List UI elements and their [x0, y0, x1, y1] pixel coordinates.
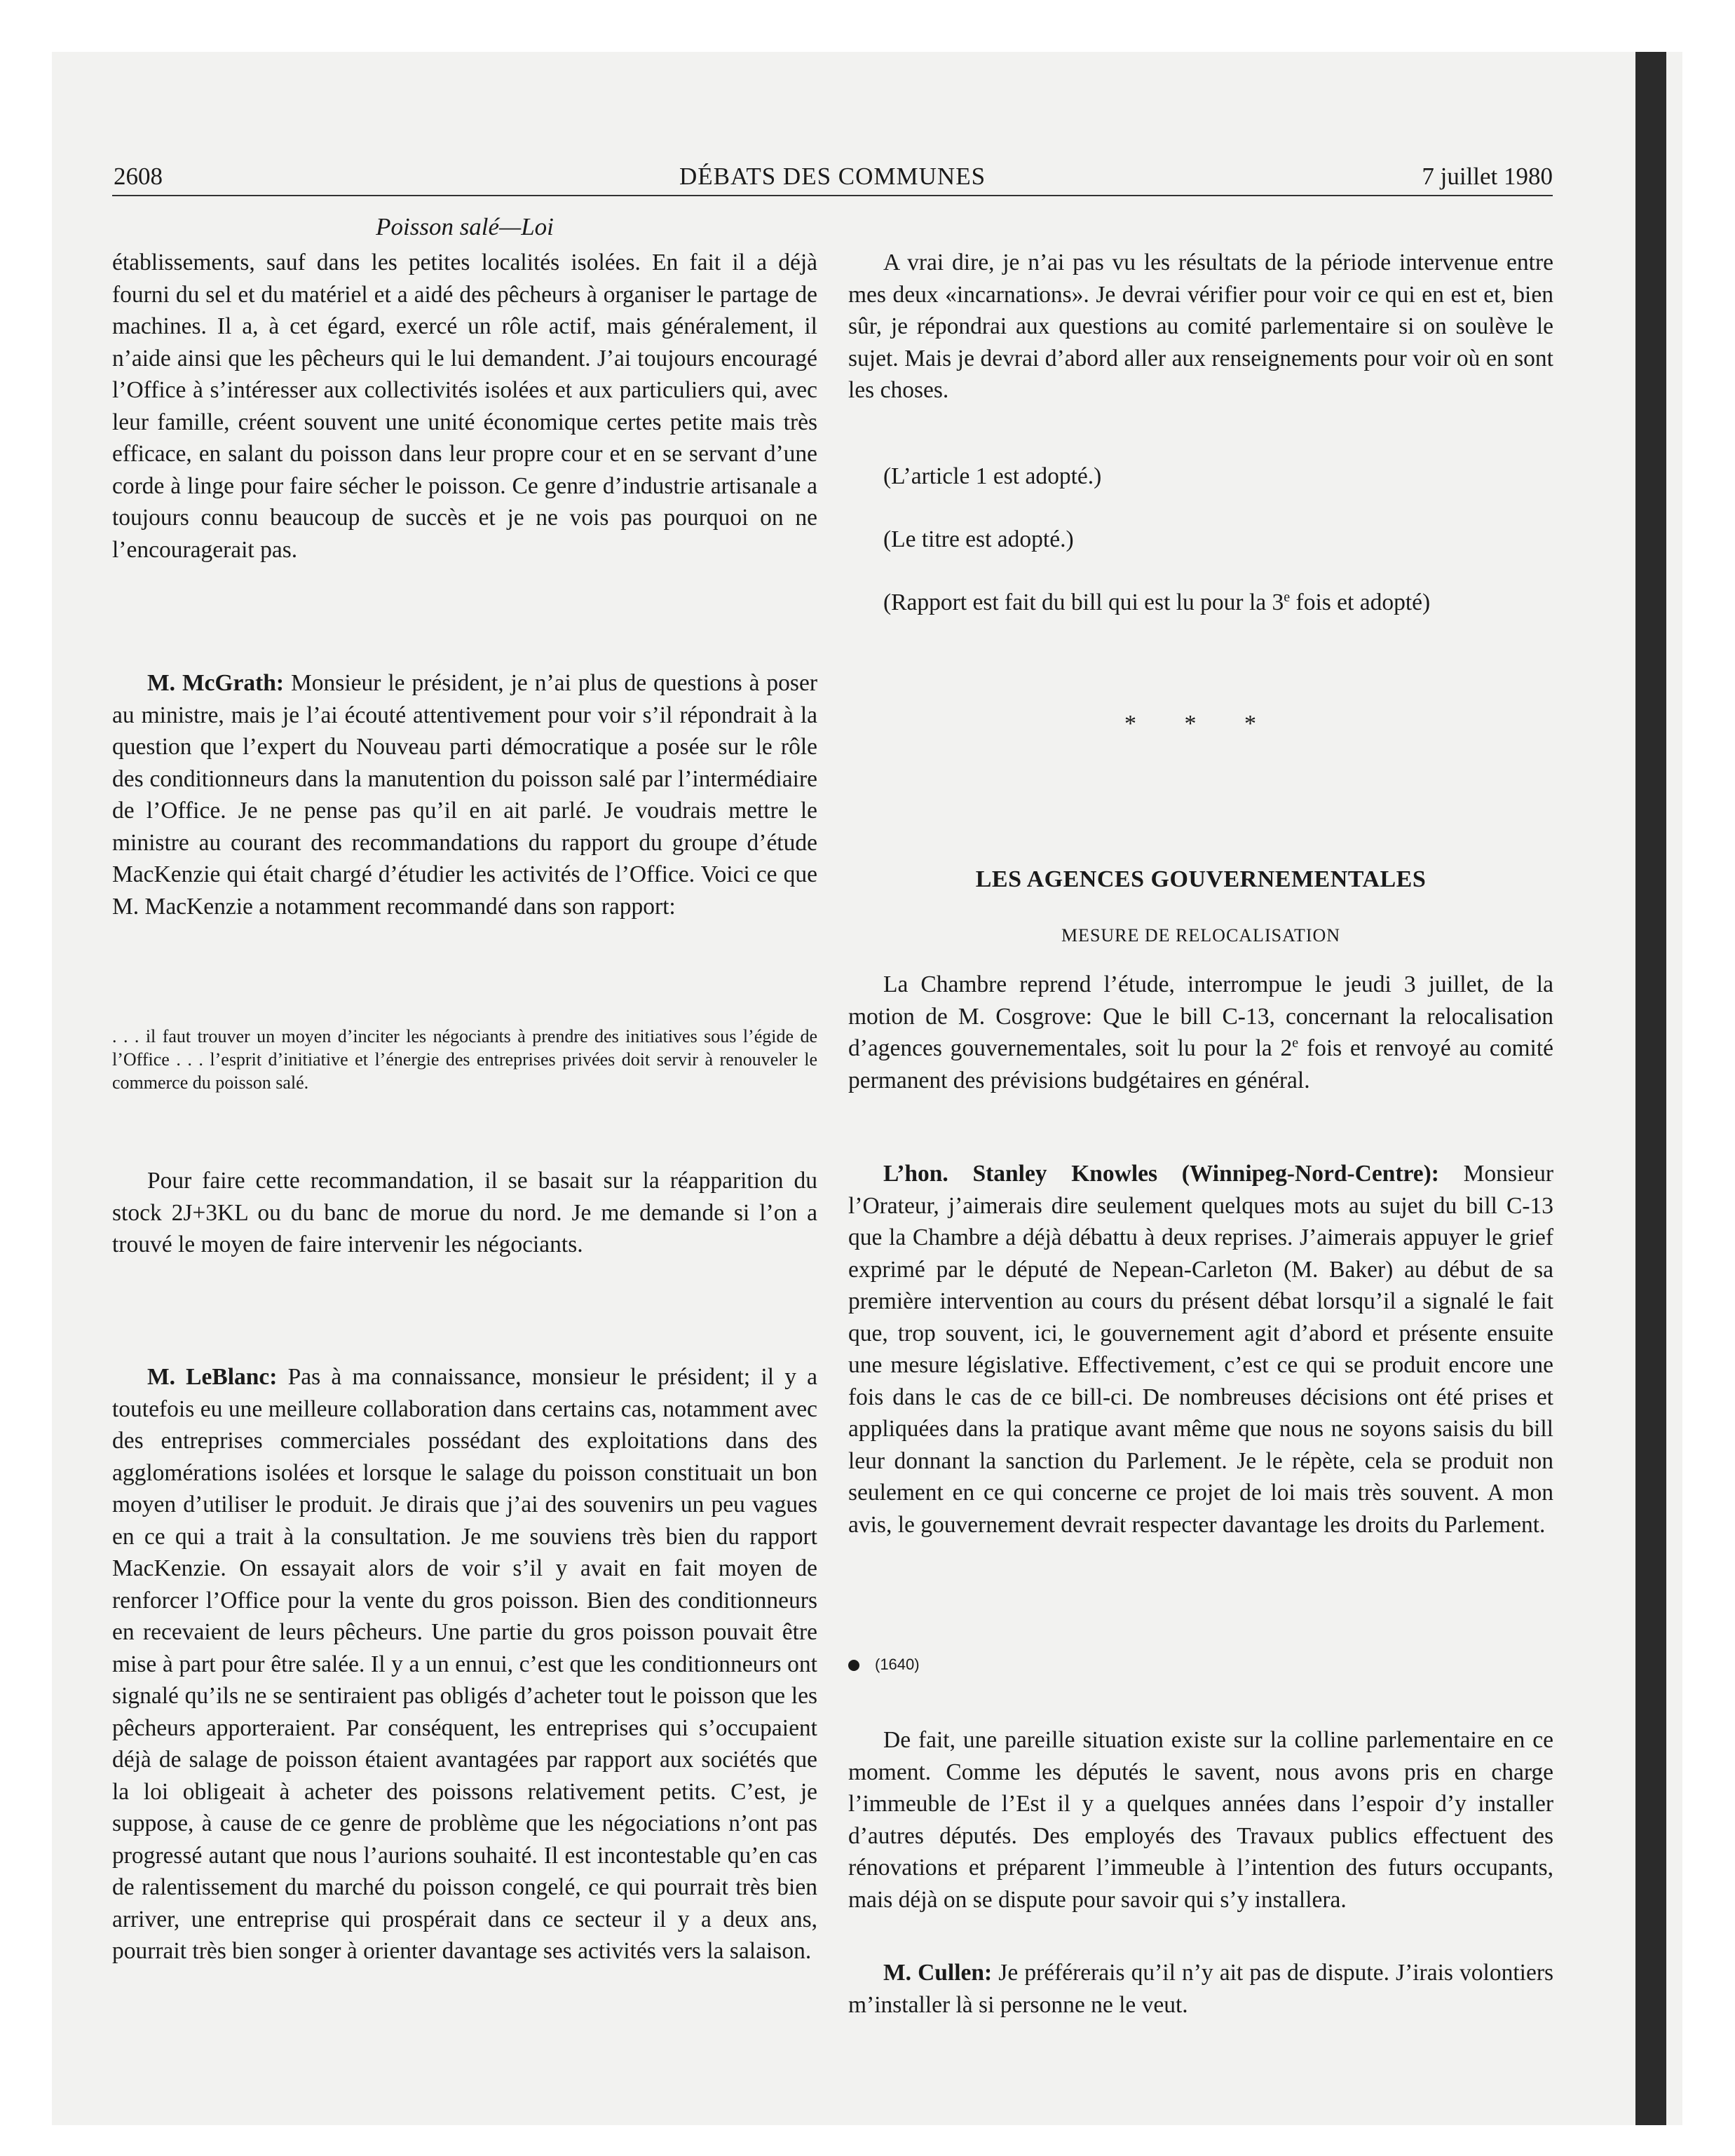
paragraph	[848, 247, 1553, 407]
note-text: fois et adopté)	[1290, 589, 1431, 615]
block-quote	[112, 1025, 817, 1094]
speech-mcgrath	[112, 667, 817, 922]
time-marker	[848, 1654, 1553, 1675]
procedural-note	[848, 524, 1553, 556]
paragraph	[112, 1165, 817, 1261]
speech-text: Pas à ma connaissance, monsieur le président; il y a toutefois eu une meilleure collaboration dans certains cas, notamment avec des entreprises commerciales possédant des exploitations dans des agglomérations isolées et lorsque le salage du poisson constituait un bon moyen d’utiliser le produit. Je dirais que j’ai des souvenirs un peu vagues en ce qui a trait à la consultation. Je me souviens très bien du rapport MacKenzie. On essayait alors de voir s’il y avait en fait moyen de renforcer l’Office pour la vente du gros poisson. Bien des conditionneurs en recevaient de leurs pêcheurs. Une partie du gros poisson pouvait être mise à part pour être salée. Il y a un ennui, c’est que les conditionneurs ont signalé qu’ils ne se sentiraient pas obligés d’acheter tout le poisson que les pêcheurs apporteraient. Par conséquent, les entreprises qui s’occupaient déjà de salage de poisson étaient avantagées par rapport aux sociétés que la loi obligeait à acheter des poissons relativement petits. C’est, je suppose, à cause de ce genre de problème que les négociations n’ont pas progressé autant que nous l’aurions souhaité. Il est incontestable qu’en cas de ralentissement du marché du poisson congelé, ce qui pourrait très bien arriver, une entreprise qui prospérait dans ce secteur il y a deux ans, pourrait très bien songer à orienter davantage ses activités vers la salaison.	[112, 1364, 818, 1964]
paragraph	[112, 247, 817, 566]
motion-paragraph	[848, 969, 1553, 1096]
procedural-note	[848, 460, 1553, 493]
page-number: 2608	[114, 163, 163, 190]
paragraph-text: De fait, une pareille situation existe sur la colline parlementaire en ce moment. Comme les députés le savent, nous avons pris en charge l’immeuble de l’Est il y a quelques années dans l’espoir d’y installer d’autres députés. Des employés des Travaux publics effectuent des rénovations et préparent l’immeuble à l’intention des futurs occupants, mais déjà on se dispute pour savoir qui s’y installera.	[848, 1727, 1553, 1913]
superscript: e	[1284, 589, 1291, 605]
paragraph	[848, 1724, 1553, 1916]
superscript: e	[1292, 1035, 1299, 1051]
speech-knowles	[848, 1158, 1553, 1541]
timestamp: (1640)	[875, 1656, 920, 1673]
speaker-name: L’hon. Stanley Knowles (Winnipeg-Nord-Centre):	[883, 1161, 1439, 1187]
paragraph-text: A vrai dire, je n’ai pas vu les résultats de la période intervenue entre mes deux «incarnations». Je devrai vérifier pour voir ce qui en est et, bien sûr, je répondrai aux questions au comité parlementaire si on soulève le sujet. Mais je devrai d’abord aller aux renseignements pour voir où en sont les choses.	[848, 250, 1553, 403]
section-separator: * * *	[1124, 711, 1277, 737]
speech-text: Je préférerais qu’il n’y ait pas de dispute. J’irais volontiers m’installer là si personne ne le veut.	[848, 1960, 1554, 2018]
running-head: Poisson salé—Loi	[376, 213, 554, 240]
speaker-name: M. McGrath:	[147, 670, 285, 696]
paragraph-text: Pour faire cette recommandation, il se basait sur la réapparition du stock 2J+3KL ou du banc de morue du nord. Je me demande si l’on a trouvé le moyen de faire intervenir les négociants.	[112, 1168, 817, 1257]
speech-text: Monsieur le président, je n’ai plus de questions à poser au ministre, mais je l’ai écouté attentivement pour voir s’il répondrait à la question que l’expert du Nouveau parti démocratique a posée sur le rôle des conditionneurs dans la manutention du poisson salé par l’intermédiaire de l’Office. Je ne pense pas qu’il en ait parlé. Je voudrais mettre le ministre au courant des recommandations du rapport du groupe d’étude MacKenzie qui était chargé d’étudier les activités de l’Office. Voici ce que M. MacKenzie a notamment recommandé dans son rapport:	[112, 670, 817, 920]
page-header	[112, 158, 1553, 196]
quote-text: . . . il faut trouver un moyen d’inciter les négociants à prendre des initiatives sous l’égide de l’Office . . . l’esprit d’initiative et l’énergie des entreprises privées doit servir à renouveler le commerce du poisson salé.	[112, 1026, 817, 1093]
section-title: LES AGENCES GOUVERNEMENTALES	[975, 866, 1427, 892]
speaker-name: M. Cullen:	[883, 1960, 993, 1986]
speaker-name: M. LeBlanc:	[147, 1364, 278, 1390]
note-text: (Rapport est fait du bill qui est lu pour la 3	[883, 589, 1284, 615]
scan-edge	[1635, 52, 1666, 2125]
motion-text: La Chambre reprend l’étude, interrompue le jeudi 3 juillet, de la motion de M. Cosgrove: Que le bill C-13, concernant la relocalisation d’agences gouvernementales, soit lu pour la 2	[848, 971, 1553, 1061]
section-subheading: MESURE DE RELOCALISATION	[1061, 925, 1341, 946]
speech-text: Monsieur l’Orateur, j’aimerais dire seulement quelques mots au sujet du bill C-13 que la Chambre a déjà débattu à deux reprises. J’aimerais appuyer le grief exprimé par le député de Nepean-Carleton (M. Baker) au début de sa première intervention au cours du présent débat lorsqu’il a signalé le fait que, trop souvent, ici, le gouvernement agit d’abord et présente ensuite une mesure législative. Effectivement, c’est ce qui se produit encore une fois dans le cas de ce bill-ci. De nombreuses décisions ont été prises et appliquées dans la pratique avant même que nous ne soyons saisis du bill leur donnant la sanction du Parlement. Je le répète, cela se produit non seulement en ce qui concerne ce projet de loi mais très souvent. A mon avis, le gouvernement devrait respecter davantage les droits du Parlement.	[848, 1161, 1553, 1538]
paragraph-text: établissements, sauf dans les petites localités isolées. En fait il a déjà fourni du sel et du matériel et a aidé des pêcheurs à organiser le partage de machines. Il a, à cet égard, exercé un rôle actif, mais généralement, il n’aide ainsi que les pêcheurs qui le lui demandent. J’ai toujours encouragé l’Office à s’intéresser aux collectivités isolées et aux particuliers qui, avec leur famille, créent souvent une unité économique certes petite mais très efficace, en salant du poisson dans leur propre cour et en se servant d’une corde à linge pour faire sécher le poisson. Ce genre d’industrie artisanale a toujours connu beaucoup de succès et je ne vois pas pourquoi on ne l’encouragerait pas.	[112, 250, 817, 563]
speech-leblanc	[112, 1361, 817, 1967]
procedural-note	[848, 587, 1553, 619]
bullet-icon	[848, 1660, 859, 1671]
motion-text: fois et renvoyé au comité permanent des prévisions budgétaires en général.	[848, 1035, 1553, 1093]
note-text: (Le titre est adopté.)	[883, 526, 1074, 552]
note-text: (L’article 1 est adopté.)	[883, 463, 1102, 489]
journal-title: DÉBATS DES COMMUNES	[679, 163, 986, 190]
speech-cullen	[848, 1957, 1553, 2021]
issue-date: 7 juillet 1980	[1422, 163, 1553, 190]
